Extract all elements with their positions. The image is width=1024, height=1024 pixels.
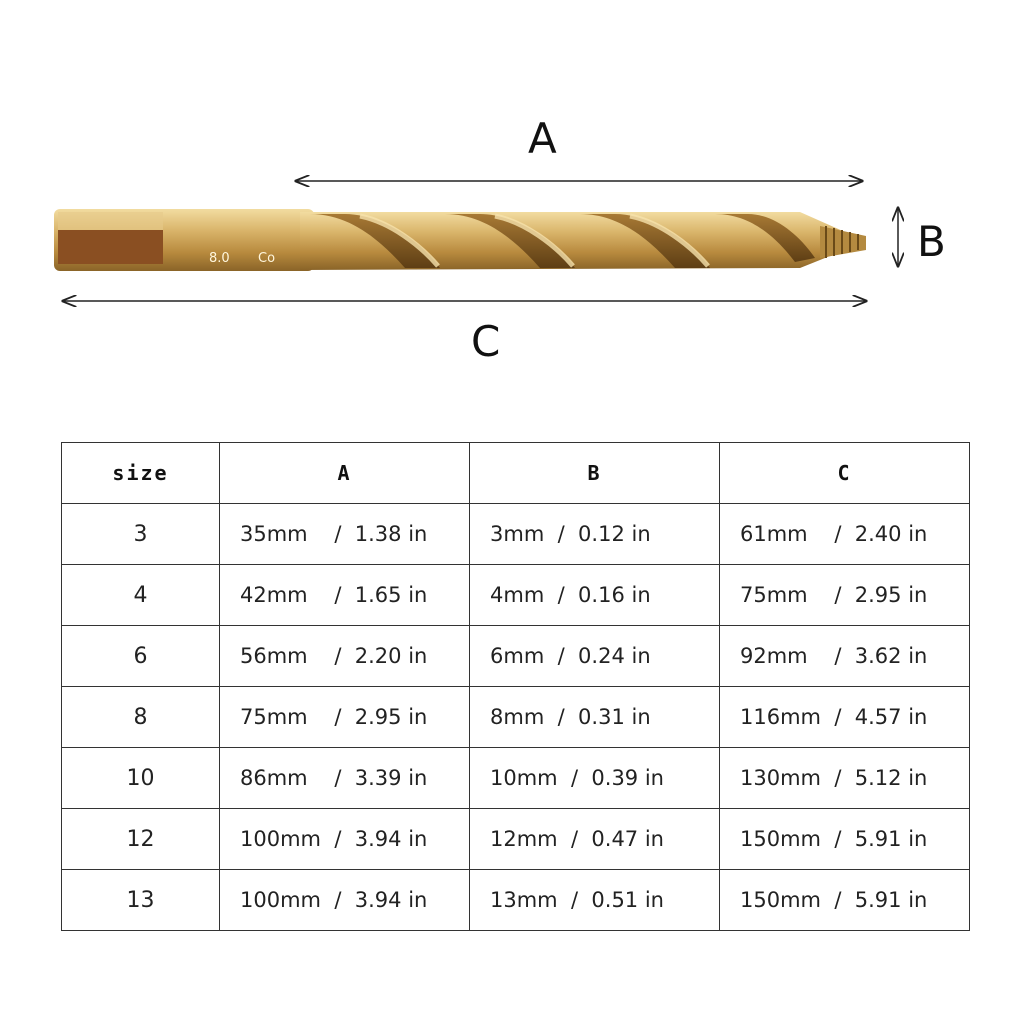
drill-bit-illustration	[0, 0, 1024, 400]
cell-a: 86mm / 3.39 in	[220, 748, 470, 809]
dimension-a-label: A	[528, 114, 557, 163]
dimension-c-label: C	[471, 317, 501, 366]
dimension-b-label: B	[917, 217, 946, 266]
drill-flutes	[300, 212, 845, 270]
header-size: size	[62, 443, 220, 504]
header-c: C	[720, 443, 970, 504]
cell-b: 10mm / 0.39 in	[470, 748, 720, 809]
cell-c: 92mm / 3.62 in	[720, 626, 970, 687]
cell-size: 3	[62, 504, 220, 565]
shank-size-text: 8.0	[209, 251, 230, 266]
cell-c: 75mm / 2.95 in	[720, 565, 970, 626]
cell-a: 42mm / 1.65 in	[220, 565, 470, 626]
table-row	[62, 687, 970, 748]
cell-size: 6	[62, 626, 220, 687]
cell-b: 13mm / 0.51 in	[470, 870, 720, 931]
table-row	[62, 565, 970, 626]
cell-b: 4mm / 0.16 in	[470, 565, 720, 626]
table-row	[62, 809, 970, 870]
table-row	[62, 626, 970, 687]
cell-c: 150mm / 5.91 in	[720, 870, 970, 931]
cell-size: 8	[62, 687, 220, 748]
cell-a: 75mm / 2.95 in	[220, 687, 470, 748]
shank-material-text: Co	[258, 251, 276, 266]
table-row	[62, 504, 970, 565]
cell-a: 100mm / 3.94 in	[220, 809, 470, 870]
cell-size: 4	[62, 565, 220, 626]
cell-b: 3mm / 0.12 in	[470, 504, 720, 565]
cell-b: 6mm / 0.24 in	[470, 626, 720, 687]
cell-c: 116mm / 4.57 in	[720, 687, 970, 748]
drill-tip	[820, 226, 866, 258]
cell-size: 13	[62, 870, 220, 931]
cell-c: 130mm / 5.12 in	[720, 748, 970, 809]
table-header-row	[62, 443, 970, 504]
cell-a: 35mm / 1.38 in	[220, 504, 470, 565]
cell-b: 8mm / 0.31 in	[470, 687, 720, 748]
cell-size: 12	[62, 809, 220, 870]
header-a: A	[220, 443, 470, 504]
drill-bit-diagram	[0, 0, 1024, 400]
size-table	[61, 442, 969, 931]
cell-a: 56mm / 2.20 in	[220, 626, 470, 687]
header-b: B	[470, 443, 720, 504]
cell-size: 10	[62, 748, 220, 809]
cell-b: 12mm / 0.47 in	[470, 809, 720, 870]
cell-c: 150mm / 5.91 in	[720, 809, 970, 870]
cell-a: 100mm / 3.94 in	[220, 870, 470, 931]
table-row	[62, 748, 970, 809]
cell-c: 61mm / 2.40 in	[720, 504, 970, 565]
table-row	[62, 870, 970, 931]
